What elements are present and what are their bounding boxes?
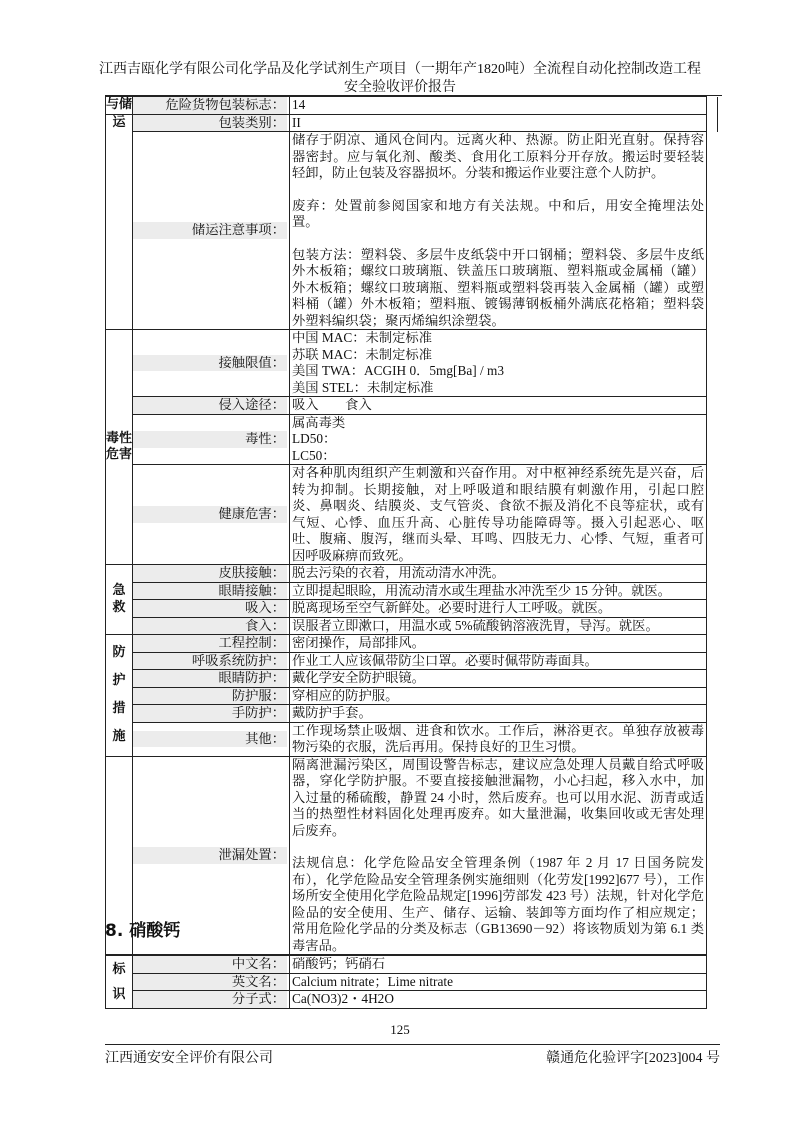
row-value: 属高毒类 xyxy=(292,414,346,430)
table-row xyxy=(106,600,718,618)
table-row xyxy=(106,722,718,756)
row-value: 法规信息：化学危险品安全管理条例（1987 年 2 月 17 日国务院发布），化学危险品安全管理条例实施细则（化劳发[1992]677 号），工作场所安全使用化学危险品规定[1996]劳部发 423 号）法规，针对化学危险品的安全使用、生产、储存、运输、装卸等方面均作了相应规定；常用危险化学品的分类及标志（GB13690－92）将该物质划为第 6.1 类毒害品。 xyxy=(292,855,704,953)
row-key: 健康危害： xyxy=(133,506,287,523)
table-row xyxy=(106,635,718,653)
section-heading: 8. 硝酸钙 xyxy=(105,921,181,941)
table-row xyxy=(106,397,718,415)
table-row xyxy=(106,991,707,1009)
row-value: 硝酸钙；钙硝石 xyxy=(290,956,707,974)
footer-company: 江西通安安全评价有限公司 xyxy=(105,1051,273,1066)
row-value: 戴防护手套。 xyxy=(290,705,707,723)
table-row xyxy=(106,652,718,670)
row-value: 苏联 MAC：未制定标准 xyxy=(292,346,432,362)
table-row xyxy=(106,330,718,397)
table-row xyxy=(106,670,718,688)
table-row xyxy=(106,465,718,565)
row-value: 隔离泄漏污染区，周围设警告标志，建议应急处理人员戴自给式呼吸器，穿化学防护服。不要直接接触泄漏物，小心扫起，移入水中，加入过量的稀硫酸，静置 24 小时，然后废弃。也可以用水泥、沥青或适当的热塑性材料固化处理再废弃。如大量泄漏，收集回收或无害处理后废弃。 xyxy=(292,756,704,838)
table-row xyxy=(106,582,718,600)
row-key: 毒性： xyxy=(133,431,287,448)
row-key: 防护服： xyxy=(133,688,287,705)
row-value: Ca(NO3)2・4H2O xyxy=(290,991,707,1009)
row-value: 脱离现场至空气新鲜处。必要时进行人工呼吸。就医。 xyxy=(290,600,707,618)
table-row xyxy=(106,565,718,583)
row-value: 工作现场禁止吸烟、进食和饮水。工作后，淋浴更衣。单独存放被毒物污染的衣服，洗后再用。保持良好的卫生习惯。 xyxy=(290,722,707,756)
row-value: 包装方法：塑料袋、多层牛皮纸袋中开口钢桶；塑料袋、多层牛皮纸外木板箱；螺纹口玻璃瓶、铁盖压口玻璃瓶、塑料瓶或金属桶（罐）外木板箱；螺纹口玻璃瓶、塑料瓶或塑料袋再装入金属桶（罐）或塑料桶（罐）外木板箱；塑料瓶、镀锡薄钢板桶外满底花格箱；塑料袋外塑料编织袋；聚丙烯编织涂塑袋。 xyxy=(292,246,704,328)
row-key: 吸入： xyxy=(133,600,287,617)
ident-table xyxy=(105,955,707,1009)
row-value: LD50： xyxy=(292,431,337,446)
row-key: 皮肤接触： xyxy=(133,565,287,582)
table-row xyxy=(106,687,718,705)
row-key: 中文名： xyxy=(133,956,287,973)
group-label: 急 救 xyxy=(106,565,133,635)
table-row xyxy=(106,132,718,330)
row-value: 储存于阴凉、通风仓间内。远离火种、热源。防止阳光直射。保持容器密封。应与氧化剂、酸类、食用化工原料分开存放。搬运时要轻装轻卸，防止包装及容器损坏。分装和搬运作业要注意个人防护。 xyxy=(292,132,704,180)
row-value: 14 xyxy=(290,97,707,115)
row-value: 吸入 食入 xyxy=(290,397,707,415)
row-key: 分子式： xyxy=(133,991,287,1008)
group-label: 标 识 xyxy=(106,956,133,1009)
row-value: 穿相应的防护服。 xyxy=(290,687,707,705)
row-value: 美国 STEL：未制定标准 xyxy=(292,379,434,395)
msds-table xyxy=(105,96,718,955)
row-key: 眼睛接触： xyxy=(133,583,287,600)
table-row xyxy=(106,973,707,991)
row-value: 脱去污染的衣着，用流动清水冲洗。 xyxy=(290,565,707,583)
row-key: 食入： xyxy=(133,618,287,635)
row-value: 密闭操作，局部排风。 xyxy=(290,635,707,653)
row-key: 泄漏处置： xyxy=(133,847,287,864)
table-row xyxy=(106,114,718,132)
row-value: 中国 MAC：未制定标准 xyxy=(292,330,432,345)
row-value: 废弃：处置前参阅国家和地方有关法规。中和后，用安全掩埋法处置。 xyxy=(292,197,704,229)
row-value: 戴化学安全防护眼镜。 xyxy=(290,670,707,688)
row-key: 呼吸系统防护： xyxy=(133,653,287,670)
page-number: 125 xyxy=(390,1022,410,1037)
table-row xyxy=(106,956,707,974)
row-key: 其他： xyxy=(133,731,287,748)
table-row xyxy=(106,97,718,115)
row-value: 作业工人应该佩带防尘口罩。必要时佩带防毒面具。 xyxy=(290,652,707,670)
footer-report-number: 赣通危化验评字[2023]004 号 xyxy=(546,1051,720,1066)
row-value: 美国 TWA：ACGIH 0．5mg[Ba] / m3 xyxy=(292,363,504,378)
row-key: 眼睛防护： xyxy=(133,670,287,687)
header-subtitle: 安全验收评价报告 xyxy=(344,80,456,95)
row-key: 危险货物包装标志： xyxy=(133,97,287,114)
row-value: 误服者立即漱口，用温水或 5%硫酸钠溶液洗胃，导泻。就医。 xyxy=(290,617,707,635)
row-key: 侵入途径： xyxy=(133,397,287,414)
row-value: Calcium nitrate；Lime nitrate xyxy=(290,973,707,991)
row-value: 立即提起眼睑，用流动清水或生理盐水冲洗至少 15 分钟。就医。 xyxy=(290,582,707,600)
row-key: 包装类别： xyxy=(133,115,287,132)
row-key: 工程控制： xyxy=(133,635,287,652)
row-value: LC50： xyxy=(292,447,336,463)
table-row xyxy=(106,617,718,635)
row-key: 接触限值： xyxy=(133,355,287,372)
row-value: 对各种肌肉组织产生刺激和兴奋作用。对中枢神经系统先是兴奋，后转为抑制。长期接触，对上呼吸道和眼结膜有刺激作用，引起口腔炎、鼻咽炎、结膜炎、支气管炎、食欲不振及消化不良等症状，或有气短、心悸、血压升高、心脏传导功能障碍等。摄入引起恶心、呕吐、腹痛、腹泻，继而头晕、耳鸣、四肢无力、心悸、气短，重者可因呼吸麻痹而致死。 xyxy=(290,465,707,565)
table-row xyxy=(106,756,718,955)
row-key: 手防护： xyxy=(133,705,287,722)
footer-rule xyxy=(105,1044,720,1045)
row-key: 储运注意事项： xyxy=(133,222,287,239)
table-row xyxy=(106,705,718,723)
row-key: 英文名： xyxy=(133,974,287,991)
group-label: 与储 xyxy=(106,97,133,112)
group-label: 毒性危害 xyxy=(106,330,133,565)
header-title: 江西吉瓯化学有限公司化学品及化学试剂生产项目（一期年产1820吨）全流程自动化控制改造工程 xyxy=(99,62,701,77)
row-value: II xyxy=(290,114,707,132)
group-label: 防 护 措 施 xyxy=(106,635,133,757)
table-row xyxy=(106,414,718,465)
group-label: 运 xyxy=(106,114,133,132)
